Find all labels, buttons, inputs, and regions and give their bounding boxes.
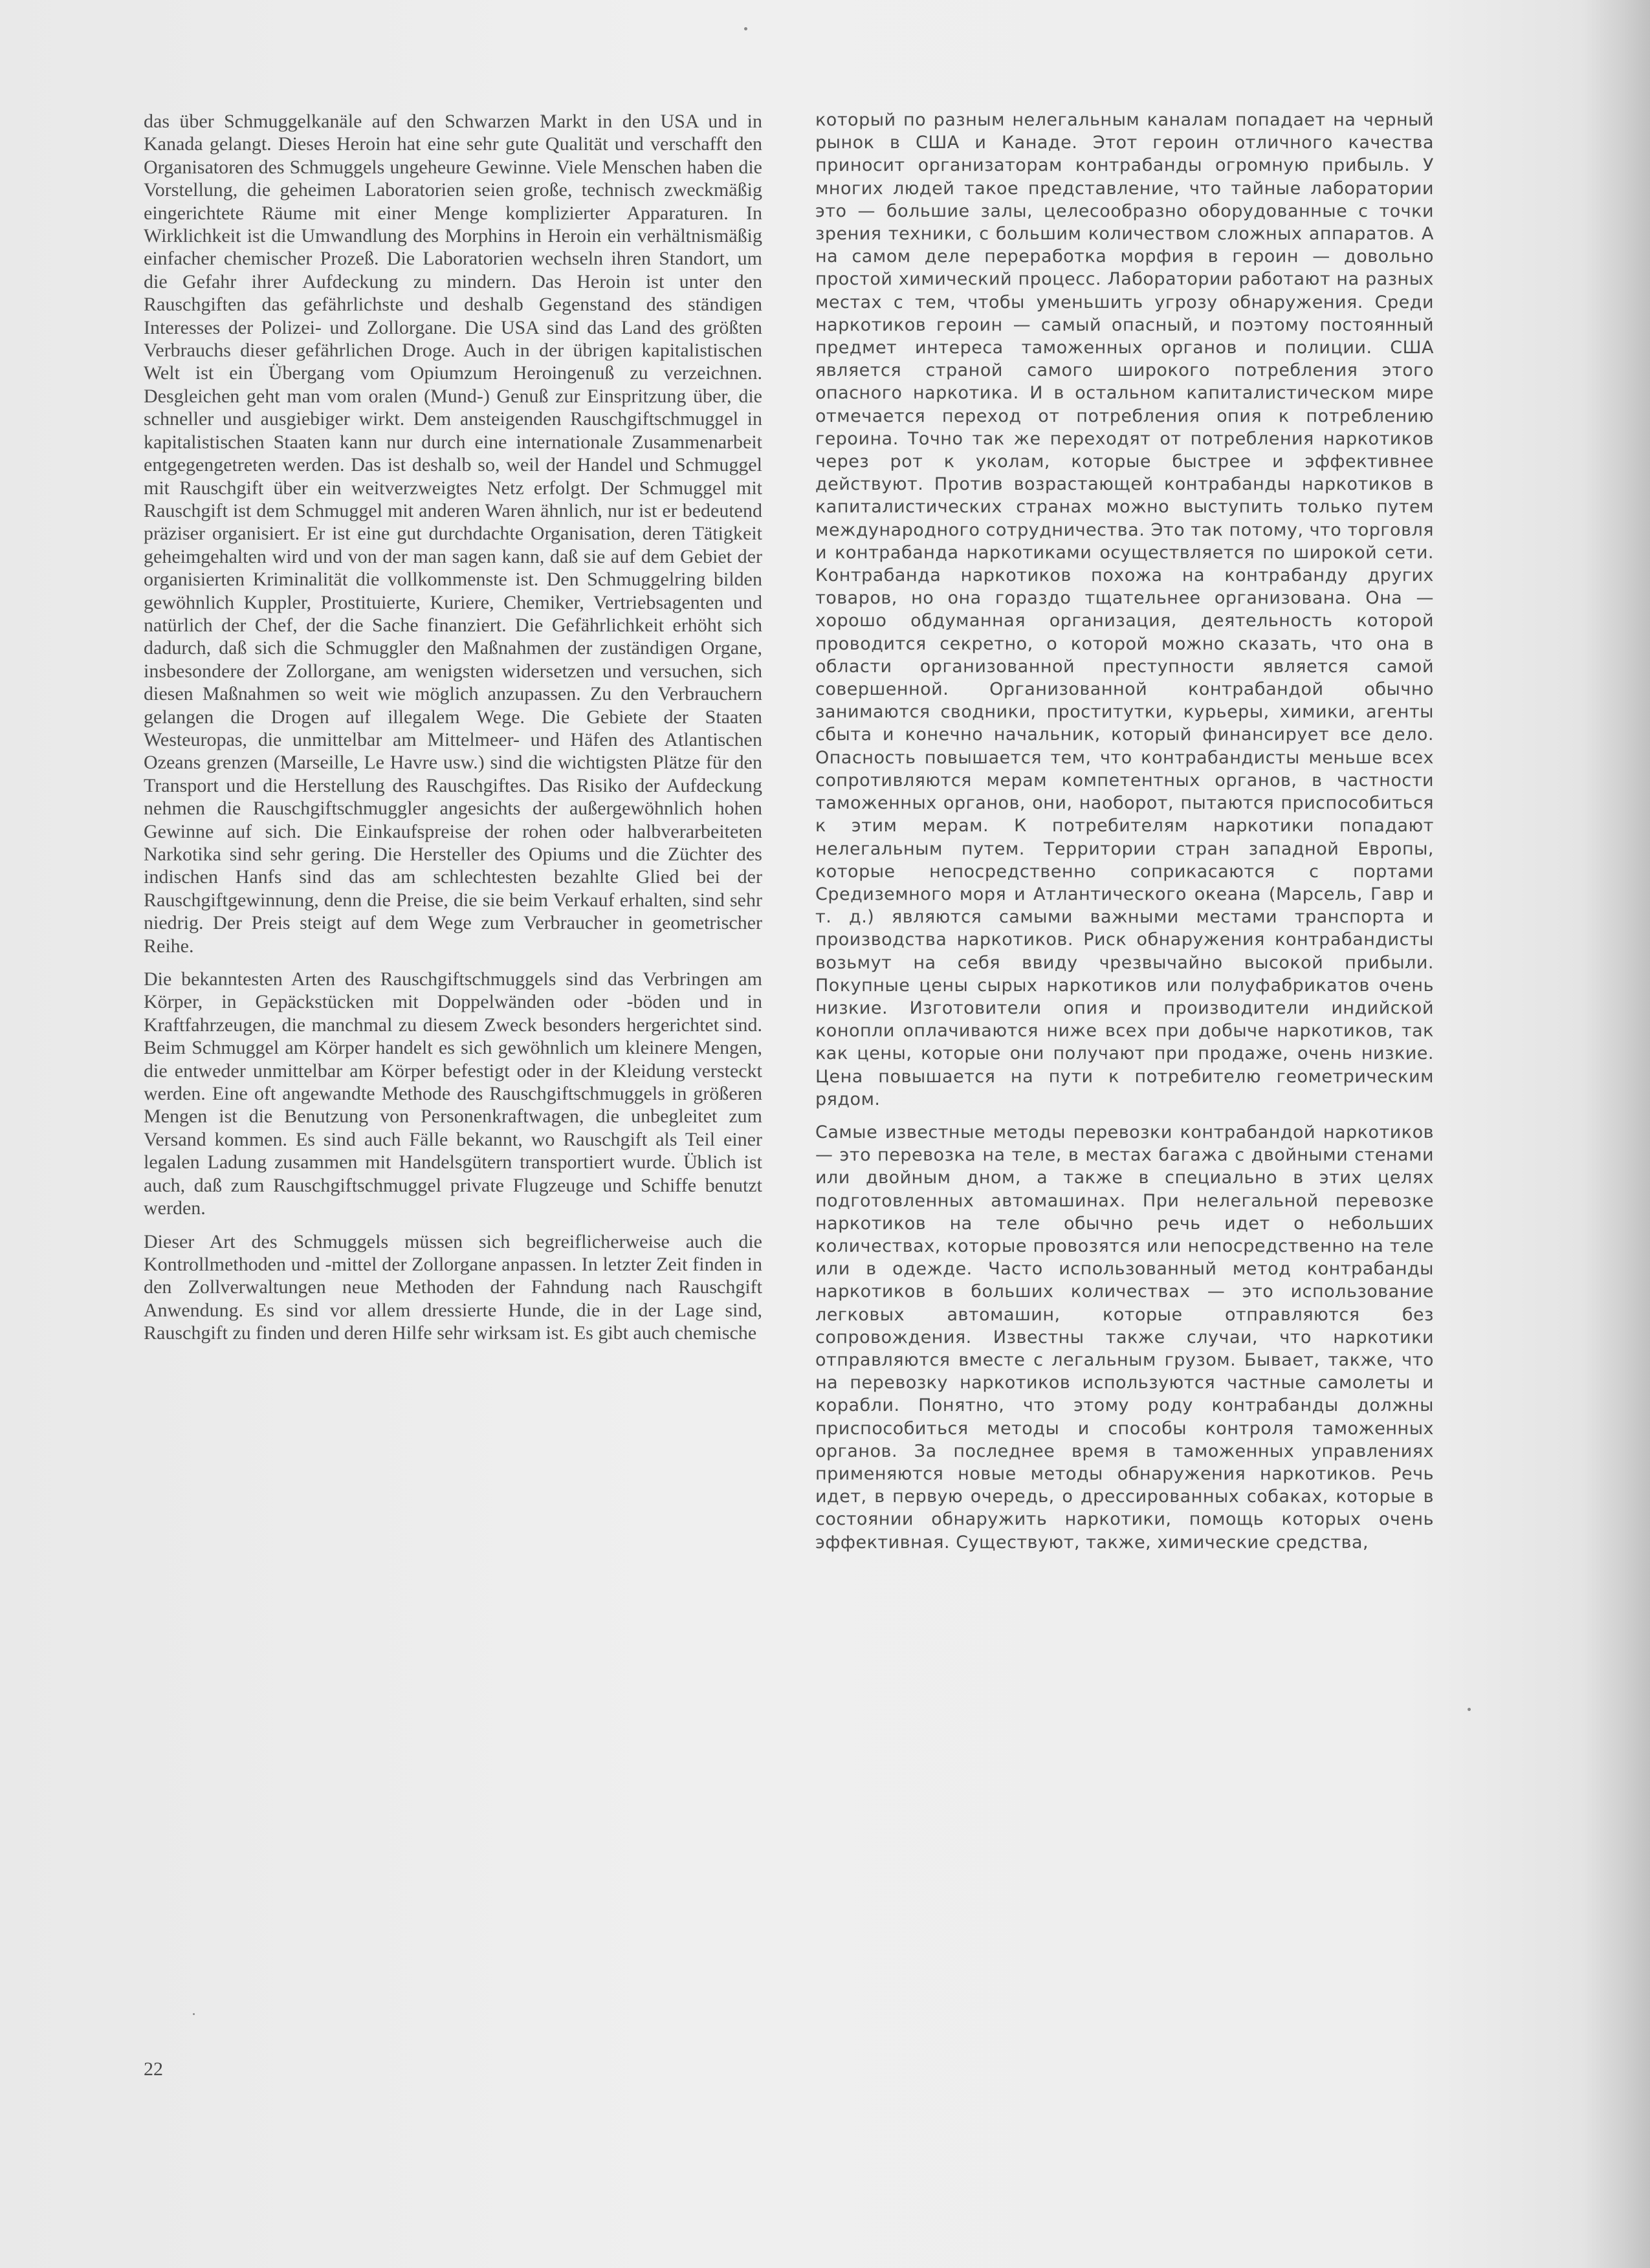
german-paragraph-2: Die bekanntesten Arten des Rauschgiftschmuggels sind das Verbringen am Körper, in Gepäckstücken mit Doppelwänden oder -böden und in Kraftfahrzeugen, die manchmal zu diesem Zweck besonders hergerichtet sind. Beim Schmuggel am Körper handelt es sich gewöhnlich um kleinere Mengen, die entweder unmittelbar am Körper befestigt oder in der Kleidung versteckt werden. Eine oft angewandte Methode des Rauschgiftschmuggels in größeren Mengen ist die Benutzung von Personenkraftwagen, die unbegleitet zum Versand kommen. Es sind auch Fälle bekannt, wo Rauschgift als Teil einer legalen Ladung zusammen mit Handelsgütern transportiert wurde. Üblich ist auch, daß zum Rauschgiftschmuggel private Flugzeuge und Schiffe benutzt werden. — [144, 968, 762, 1219]
page-edge-shadow — [1579, 0, 1650, 2268]
german-paragraph-1: das über Schmuggelkanäle auf den Schwarzen Markt in den USA und in Kanada gelangt. Dieses Heroin hat eine sehr gute Qualität und verschafft den Organisatoren des Schmuggels ungeheure Gewinne. Viele Menschen haben die Vorstellung, die geheimen Laboratorien seien große, technisch zweckmäßig eingerichtete Räume mit einer Menge komplizierter Apparaturen. In Wirklichkeit ist die Umwandlung des Morphins in Heroin ein verhältnismäßig einfacher chemischer Prozeß. Die Laboratorien wechseln ihren Standort, um die Gefahr ihrer Aufdeckung zu mindern. Das Heroin ist unter den Rauschgiften das gefährlichste und deshalb Gegenstand des ständigen Interesses der Polizei- und Zollorgane. Die USA sind das Land des größten Verbrauchs dieser gefährlichen Droge. Auch in der übrigen kapitalistischen Welt ist ein Übergang vom Opiumzum Heroingenuß zu verzeichnen. Desgleichen geht man vom oralen (Mund-) Genuß zur Einspritzung über, die schneller und ausgiebiger wirkt. Dem ansteigenden Rauschgiftschmuggel in kapitalistischen Staaten kann nur durch eine internationale Zusammenarbeit entgegengetreten werden. Das ist deshalb so, weil der Handel und Schmuggel mit Rauschgift über ein weitverzweigtes Netz erfolgt. Der Schmuggel mit Rauschgift ist dem Schmuggel mit anderen Waren ähnlich, nur ist er bedeutend präziser organisiert. Er ist eine gut durchdachte Organisation, deren Tätigkeit geheimgehalten wird und von der man sagen kann, daß sie auf dem Gebiet der organisierten Kriminalität die vollkommenste ist. Den Schmuggelring bilden gewöhnlich Kuppler, Prostituierte, Kuriere, Chemiker, Vertriebsagenten und natürlich der Chef, der die Sache finanziert. Die Gefährlichkeit erhöht sich dadurch, daß sich die Schmuggler den Maßnahmen der zuständigen Organe, insbesondere der Zollorgane, am wenigsten widersetzen und versuchen, sich diesen Maßnahmen so weit wie möglich anzupassen. Zu den Verbrauchern gelangen die Drogen auf illegalem Wege. Die Gebiete der Staaten Westeuropas, die unmittelbar am Mittelmeer- und Häfen des Atlantischen Ozeans grenzen (Marseille, Le Havre usw.) sind die wichtigsten Plätze für den Transport und die Herstellung des Rauschgiftes. Das Risiko der Aufdeckung nehmen die Rauschgiftschmuggler angesichts der außergewöhnlich hohen Gewinne auf sich. Die Einkaufspreise der rohen oder halbverarbeiteten Narkotika sind sehr gering. Die Hersteller des Opiums und die Züchter des indischen Hanfs sind das am schlechtesten bezahlte Glied bei der Rauschgiftgewinnung, denn die Preise, die sie beim Verkauf erhalten, sind sehr niedrig. Der Preis steigt auf dem Wege zum Verbraucher in geometrischer Reihe. — [144, 111, 762, 957]
german-paragraph-3: Dieser Art des Schmuggels müssen sich begreiflicherweise auch die Kontrollmethoden und -mittel der Zollorgane anpassen. In letzter Zeit finden in den Zollverwaltungen neue Methoden der Fahndung nach Rauschgift Anwendung. Es sind vor allem dressierte Hunde, die in der Lage sind, Rauschgift zu finden und deren Hilfe sehr wirksam ist. Es gibt auch chemische — [144, 1230, 762, 1344]
scan-speck — [193, 2013, 195, 2015]
page-number: 22 — [144, 2058, 163, 2080]
scan-speck — [744, 27, 747, 30]
russian-paragraph-1: который по разным нелегальным каналам попадает на черный рынок в США и Канаде. Этот героин отличного качества приносит организаторам контрабанды огромную прибыль. У многих людей такое представление, что тайные лаборатории это — большие залы, целесообразно оборудованные с точки зрения техники, с большим количеством сложных аппаратов. А на самом деле переработка морфия в героин — довольно простой химический процесс. Лаборатории работают на разных местах с тем, чтобы уменьшить угрозу обнаружения. Среди наркотиков героин — самый опасный, и поэтому постоянный предмет интереса таможенных органов и полиции. США является страной самого широкого потребления этого опасного наркотика. И в остальном капиталистическом мире отмечается переход от потребления опия к потреблению героина. Точно так же переходят от потребления наркотиков через рот к уколам, которые быстрее и эффективнее действуют. Против возрастающей контрабанды наркотиков в капиталистических странах можно выступить только путем международного сотрудничества. Это так потому, что торговля и контрабанда наркотиками осуществляется по широкой сети. Контрабанда наркотиков похожа на контрабанду других товаров, но она гораздо тщательнее организована. Она — хорошо обдуманная организация, деятельность которой проводится секретно, о которой можно сказать, что она в области организованной преступности является самой совершенной. Организованной контрабандой обычно занимаются сводники, проститутки, курьеры, химики, агенты сбыта и конечно начальник, который финансирует все дело. Опасность повышается тем, что контрабандисты меньше всех сопротивляются мерам компетентных органов, в частности таможенных органов, они, наоборот, пытаются приспособиться к этим мерам. К потребителям наркотики попадают нелегальным путем. Территории стран западной Европы, которые непосредственно соприкасаются с портами Средиземного моря и Атлантического океана (Марсель, Гавр и т. д.) являются самыми важными местами транспорта и производства наркотиков. Риск обнаружения контрабандисты возьмут на себя ввиду чрезвычайно высокой прибыли. Покупные цены сырых наркотиков или полуфабрикатов очень низкие. Изготовители опия и производители индийской конопли оплачиваются ниже всех при добыче наркотиков, так как цены, которые они получают при продаже, очень низкие. Цена повышается на пути к потребителю геометрическим рядом. — [815, 110, 1434, 1109]
russian-text-column — [815, 109, 1434, 1564]
german-text-column — [144, 110, 762, 1355]
scan-speck — [1468, 1708, 1471, 1711]
russian-paragraph-2: Самые известные методы перевозки контрабандой наркотиков — это перевозка на теле, в местах багажа с двойными стенами или двойным дном, а также в специально в этих целях подготовленных автомашинах. При нелегальной перевозке наркотиков на теле обычно речь идет о небольших количествах, которые провозятся или непосредственно на теле или в одежде. Часто использованный метод контрабанды наркотиков в больших количествах — это использование легковых автомашин, которые отправляются без сопровождения. Известны также случаи, что наркотики отправляются вместе с легальным грузом. Бывает, также, что на перевозку наркотиков используются частные самолеты и корабли. Понятно, что этому роду контрабанды должны приспособиться методы и способы контроля таможенных органов. За последнее время в таможенных управлениях применяются новые методы обнаружения наркотиков. Речь идет, в первую очередь, о дрессированных собаках, которые в состоянии обнаружить наркотики, помощь которых очень эффективная. Существуют, также, химические средства, — [815, 1122, 1434, 1553]
